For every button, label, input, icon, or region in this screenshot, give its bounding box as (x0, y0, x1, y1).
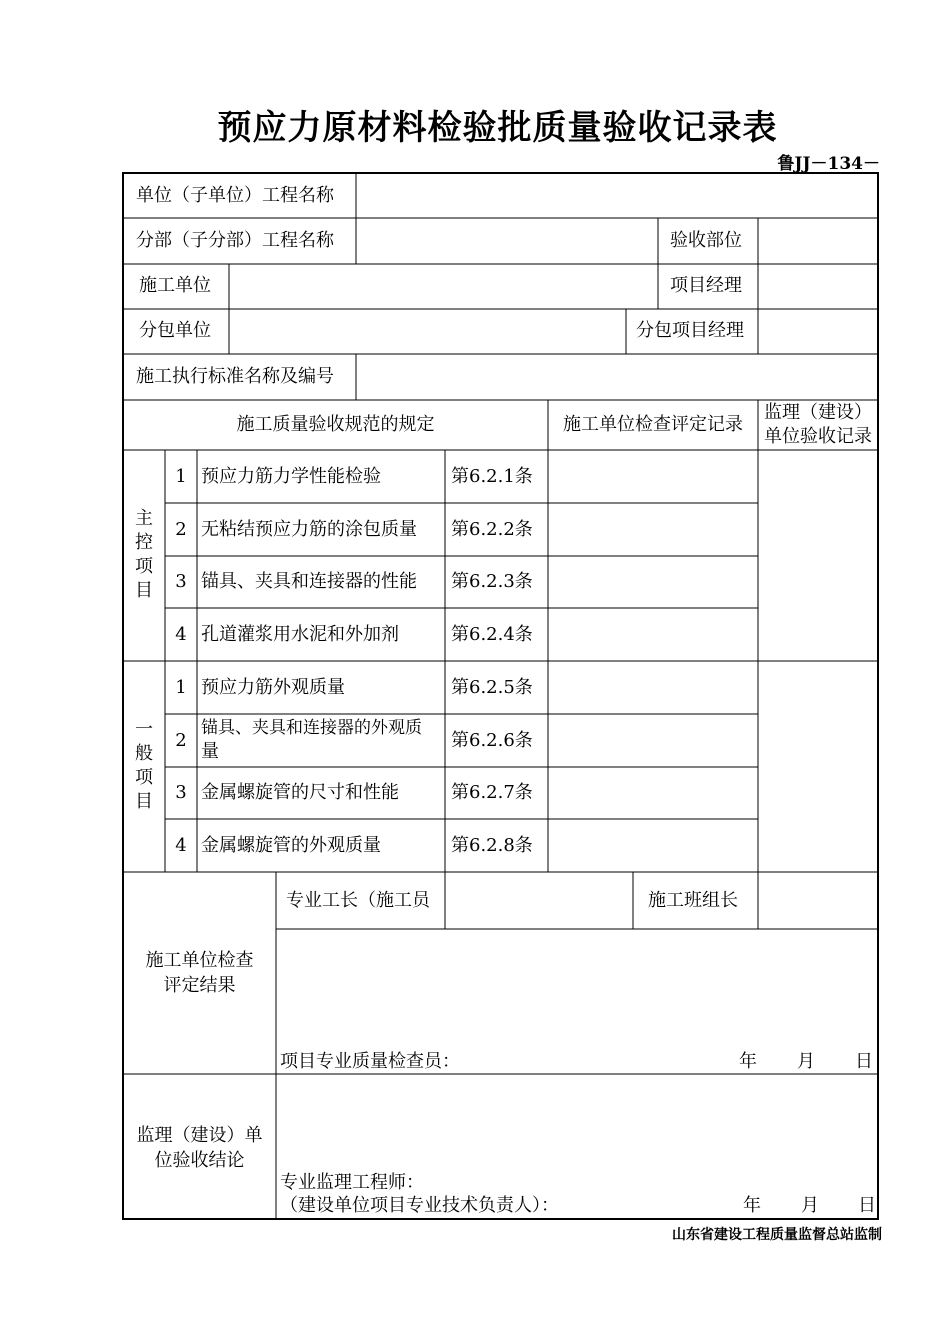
accept-part-label: 验收部位 (670, 230, 742, 251)
main-item-name: 无粘结预应力筋的涂包质量 (201, 519, 417, 540)
main-label-char: 项 (135, 556, 153, 577)
main-item-name: 锚具、夹具和连接器的性能 (201, 571, 417, 592)
check-record-header: 施工单位检查评定记录 (563, 414, 743, 435)
construction-unit-label: 施工单位 (139, 275, 211, 296)
subcontract-unit-label: 分包单位 (139, 320, 211, 341)
general-label-char: 般 (135, 743, 153, 764)
spec-header: 施工质量验收规范的规定 (236, 414, 435, 435)
date-month: 月 (797, 1051, 815, 1072)
main-items-label (133, 507, 155, 603)
supervise-header-line2: 单位验收记录 (764, 426, 872, 447)
unit-project-label: 单位（子单位）工程名称 (136, 185, 334, 206)
general-item-name-cont: 量 (201, 741, 219, 762)
general-item-clause: 第6.2.8条 (451, 835, 533, 856)
general-item-clause: 第6.2.5条 (451, 677, 533, 698)
main-label-char: 目 (135, 580, 153, 601)
footer-issuer: 山东省建设工程质量监督总站监制 (672, 1227, 882, 1243)
general-item-no: 4 (175, 835, 187, 856)
main-item-no: 3 (175, 571, 187, 592)
date-month: 月 (801, 1195, 819, 1216)
main-item-no: 4 (175, 624, 187, 645)
date-year: 年 (743, 1195, 761, 1216)
main-item-no: 2 (175, 519, 187, 540)
construction-result-label-line2: 评定结果 (163, 975, 236, 996)
general-item-name: 锚具、夹具和连接器的外观质 (201, 718, 422, 738)
general-item-no: 3 (175, 782, 187, 803)
main-item-name: 孔道灌浆用水泥和外加剂 (201, 624, 399, 645)
form-code: 鲁JJ－134－ (777, 154, 880, 174)
general-item-clause: 第6.2.7条 (451, 782, 533, 803)
supervise-header-line1: 监理（建设） (764, 402, 872, 423)
general-item-name: 金属螺旋管的尺寸和性能 (201, 782, 399, 803)
main-item-name: 预应力筋力学性能检验 (201, 466, 381, 487)
subcontract-manager-label: 分包项目经理 (636, 320, 744, 341)
general-item-name: 预应力筋外观质量 (201, 677, 345, 698)
general-item-no: 1 (175, 677, 187, 698)
project-manager-label: 项目经理 (670, 275, 742, 296)
general-items-label (133, 718, 155, 814)
main-label-char: 主 (135, 508, 153, 529)
supervision-result-label-line1: 监理（建设）单 (136, 1125, 263, 1146)
form-title: 预应力原材料检验批质量验收记录表 (217, 108, 778, 148)
date-day: 日 (855, 1051, 873, 1072)
date-year: 年 (739, 1051, 757, 1072)
general-item-no: 2 (175, 730, 187, 751)
general-item-clause: 第6.2.6条 (451, 730, 533, 751)
main-item-clause: 第6.2.1条 (451, 466, 533, 487)
general-label-char: 项 (135, 767, 153, 788)
main-item-clause: 第6.2.3条 (451, 571, 533, 592)
general-item-name: 金属螺旋管的外观质量 (201, 835, 381, 856)
engineer-label: 专业监理工程师： (280, 1172, 424, 1193)
general-label-char: 目 (135, 791, 153, 812)
main-item-no: 1 (175, 466, 187, 487)
standard-label: 施工执行标准名称及编号 (136, 366, 334, 387)
main-label-char: 控 (135, 532, 153, 553)
foreman-label: 专业工长（施工员 (286, 890, 430, 911)
main-item-clause: 第6.2.4条 (451, 624, 533, 645)
main-item-clause: 第6.2.2条 (451, 519, 533, 540)
inspector-label: 项目专业质量检查员： (280, 1051, 460, 1072)
sub-project-label: 分部（子分部）工程名称 (136, 230, 334, 251)
owner-label: （建设单位项目专业技术负责人）： (280, 1195, 559, 1216)
date-day: 日 (858, 1195, 876, 1216)
team-leader-label: 施工班组长 (648, 890, 738, 911)
general-label-char: 一 (135, 719, 153, 740)
construction-result-label-line1: 施工单位检查 (145, 950, 254, 971)
supervision-result-label-line2: 位验收结论 (154, 1150, 245, 1171)
